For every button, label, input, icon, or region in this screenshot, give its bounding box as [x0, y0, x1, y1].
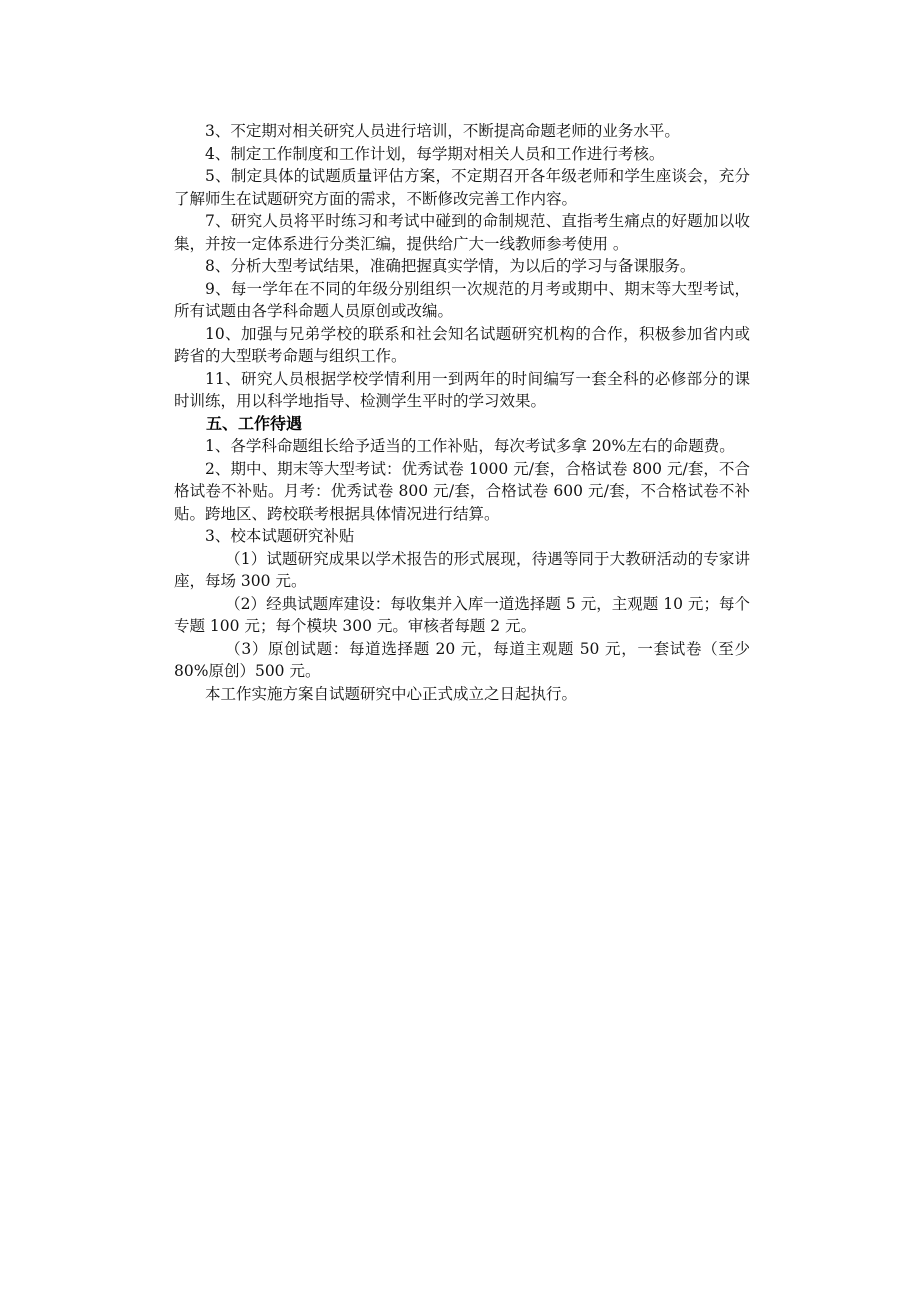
- paragraph-item-10: 10、加强与兄弟学校的联系和社会知名试题研究机构的合作，积极参加省内或跨省的大型联考命题与组织工作。: [174, 324, 750, 365]
- sub-item-3: （3）原创试题：每道选择题 20 元，每道主观题 50 元，一套试卷（至少 80%原创）500 元。: [174, 639, 750, 680]
- paragraph-item-11: 11、研究人员根据学校学情利用一到两年的时间编写一套全科的必修部分的课时训练，用以科学地指导、检测学生平时的学习效果。: [174, 369, 750, 410]
- benefit-item-1: 1、各学科命题组长给予适当的工作补贴，每次考试多拿 20%左右的命题费。: [205, 437, 735, 455]
- paragraph-item-5: 5、制定具体的试题质量评估方案，不定期召开各年级老师和学生座谈会，充分了解师生在试题研究方面的需求，不断修改完善工作内容。: [174, 167, 750, 208]
- paragraph-item-9: 9、每一学年在不同的年级分别组织一次规范的月考或期中、期末等大型考试，所有试题由各学科命题人员原创或改编。: [174, 279, 750, 320]
- sub-item-2: （2）经典试题库建设：每收集并入库一道选择题 5 元，主观题 10 元；每个专题 100 元；每个模块 300 元。审核者每题 2 元。: [174, 594, 750, 635]
- benefit-item-2: 2、期中、期末等大型考试：优秀试卷 1000 元/套，合格试卷 800 元/套，不合格试卷不补贴。月考：优秀试卷 800 元/套，合格试卷 600 元/套，不合格试卷不补贴。跨地区、跨校联考根据具体情况进行结算。: [174, 459, 750, 523]
- paragraph-item-8: 8、分析大型考试结果，准确把握真实学情，为以后的学习与备课服务。: [205, 257, 696, 275]
- paragraph-item-4: 4、制定工作制度和工作计划，每学期对相关人员和工作进行考核。: [205, 144, 665, 163]
- benefit-item-3: 3、校本试题研究补贴: [205, 527, 355, 545]
- section-heading-benefits: 五、工作待遇: [206, 413, 303, 433]
- document-body: [174, 120, 750, 705]
- sub-item-1: （1）试题研究成果以学术报告的形式展现，待遇等同于大教研活动的专家讲座，每场 300 元。: [174, 549, 750, 590]
- paragraph-item-3: 3、不定期对相关研究人员进行培训，不断提高命题老师的业务水平。: [205, 122, 680, 140]
- closing-statement: 本工作实施方案自试题研究中心正式成立之日起执行。: [205, 684, 578, 703]
- paragraph-item-7: 7、研究人员将平时练习和考试中碰到的命制规范、直指考生痛点的好题加以收集，并按一定体系进行分类汇编，提供给广大一线教师参考使用 。: [174, 212, 750, 253]
